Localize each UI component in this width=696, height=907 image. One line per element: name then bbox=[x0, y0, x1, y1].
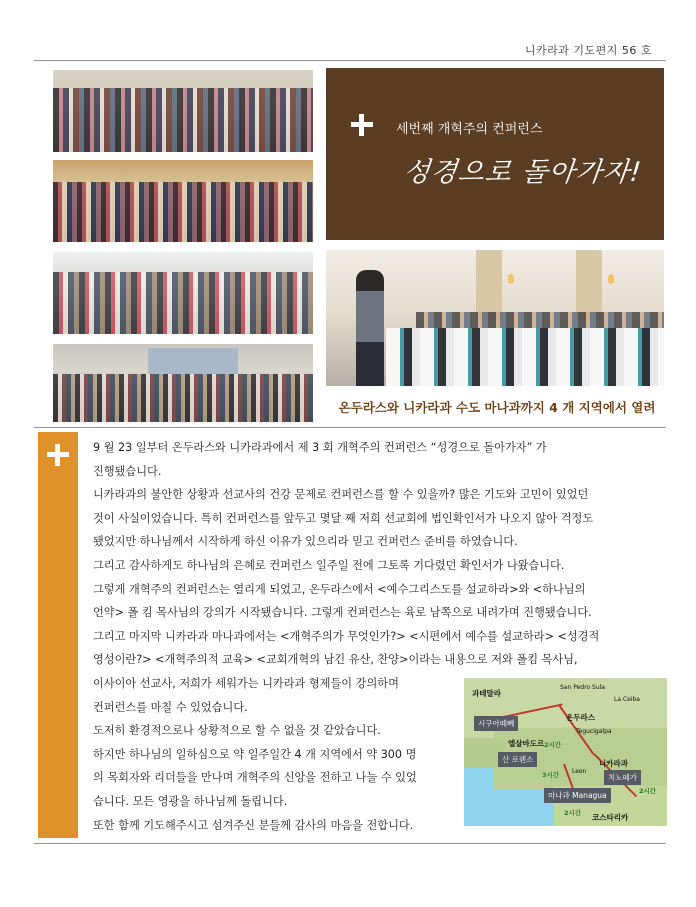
map-city-label: San Pedro Sula bbox=[560, 684, 605, 691]
plus-icon bbox=[351, 114, 373, 136]
map-city-label: Tegucigalpa bbox=[576, 728, 612, 735]
body-line: 니카라과의 불안한 상황과 선교사의 건강 문제로 컨퍼런스를 할 수 있을까? 많은 기도와 고민이 있었던 bbox=[93, 488, 589, 502]
map-stop-label: 마나과 Managua bbox=[544, 788, 611, 803]
body-line: 영성이란?> <개혁주의적 교육> <교회개혁의 남긴 유산, 찬양>이라는 내용으로 저와 폴킴 목사님, bbox=[93, 653, 578, 667]
map-country-label: 코스타리카 bbox=[592, 813, 629, 822]
body-line: 그리고 감사하게도 하나님의 은혜로 컨퍼런스 일주일 전에 그토록 기다렸던 확인서가 나왔습니다. bbox=[93, 558, 565, 572]
body-line: 그리고 마지막 니카라과 마나과에서는 <개혁주의가 무엇인가?> <시편에서 예수를 설교하라> <성경적 bbox=[93, 629, 600, 643]
conference-banner bbox=[326, 68, 664, 240]
map-distance-label: 2시간 bbox=[564, 809, 582, 817]
map-distance-label: 2시간 bbox=[544, 741, 562, 749]
banner-headline: 성경으로 돌아가자! bbox=[402, 157, 644, 188]
group-photo-2 bbox=[53, 160, 313, 242]
group-photo-4 bbox=[53, 344, 313, 422]
body-line: 언약> 폴 킴 목사님의 강의가 시작됐습니다. 그렇게 컨퍼런스는 육로 남쪽으로 내려가며 진행됐습니다. bbox=[93, 606, 592, 620]
body-line: 하지만 하나님의 일하심으로 약 일주일간 4 개 지역에서 약 300 명 bbox=[93, 747, 417, 761]
map-country-label: 니카라과 bbox=[599, 759, 628, 768]
route-map bbox=[464, 678, 667, 826]
map-stop-label: 시구아떼뻬 bbox=[474, 716, 518, 731]
map-distance-label: 3시간 bbox=[542, 771, 560, 779]
accent-bar bbox=[38, 432, 78, 838]
map-city-label: La Ceiba bbox=[614, 696, 640, 703]
section-divider bbox=[34, 427, 666, 428]
newsletter-title: 니카라과 기도편지 56 호 bbox=[524, 44, 652, 57]
map-stop-label: 치노떼가 bbox=[604, 770, 641, 785]
body-line: 됐었지만 하나님께서 시작하게 하신 이유가 있으리라 믿고 컨퍼런스 준비를 하였습니다. bbox=[93, 535, 518, 549]
group-photo-3 bbox=[53, 252, 313, 334]
map-stop-label: 산 로렌소 bbox=[498, 752, 537, 767]
map-country-label: 온두라스 bbox=[566, 713, 595, 722]
speaker-photo bbox=[326, 250, 664, 386]
map-country-label: 과테말라 bbox=[472, 689, 501, 698]
body-line: 습니다. 모든 영광을 하나님께 돌립니다. bbox=[93, 794, 288, 808]
group-photo-1 bbox=[53, 70, 313, 152]
footer-divider bbox=[34, 843, 666, 844]
header-divider bbox=[34, 60, 666, 61]
body-line: 또한 함께 기도해주시고 섬겨주신 분들께 감사의 마음을 전합니다. bbox=[93, 818, 414, 832]
map-country-label: 엘살바도르 bbox=[508, 739, 545, 748]
banner-subtitle: 세번째 개혁주의 컨퍼런스 bbox=[396, 122, 543, 137]
body-line: 9 월 23 일부터 온두라스와 니카라과에서 제 3 회 개혁주의 컨퍼런스 “성경으로 돌아가자” 가 bbox=[93, 441, 547, 454]
body-line: 진행됐습니다. bbox=[93, 464, 162, 478]
map-distance-label: 2시간 bbox=[639, 787, 657, 795]
map-city-label: Leon bbox=[572, 768, 587, 775]
plus-icon bbox=[47, 444, 69, 466]
body-line: 의 목회자와 리더들을 만나며 개혁주의 신앙을 전하고 나눌 수 있었 bbox=[93, 771, 417, 785]
photo-caption: 온두라스와 니카라과 수도 마나과까지 4 개 지역에서 열려 bbox=[338, 400, 656, 415]
body-line: 도저히 환경적으로나 상황적으로 할 수 없을 것 같았습니다. bbox=[93, 724, 381, 738]
body-line: 것이 사실이었습니다. 특히 컨퍼런스를 앞두고 몇달 째 저희 선교회에 법인확인서가 나오지 않아 걱정도 bbox=[93, 511, 594, 525]
body-line: 이사이아 선교사, 저희가 세워가는 니카라과 형제들이 강의하며 bbox=[93, 676, 399, 690]
body-line: 그렇게 개혁주의 컨퍼런스는 열리게 되었고, 온두라스에서 <예수그리스도를 설교하라>와 <하나님의 bbox=[93, 582, 586, 596]
body-line: 컨퍼런스를 마칠 수 있었습니다. bbox=[93, 700, 248, 714]
